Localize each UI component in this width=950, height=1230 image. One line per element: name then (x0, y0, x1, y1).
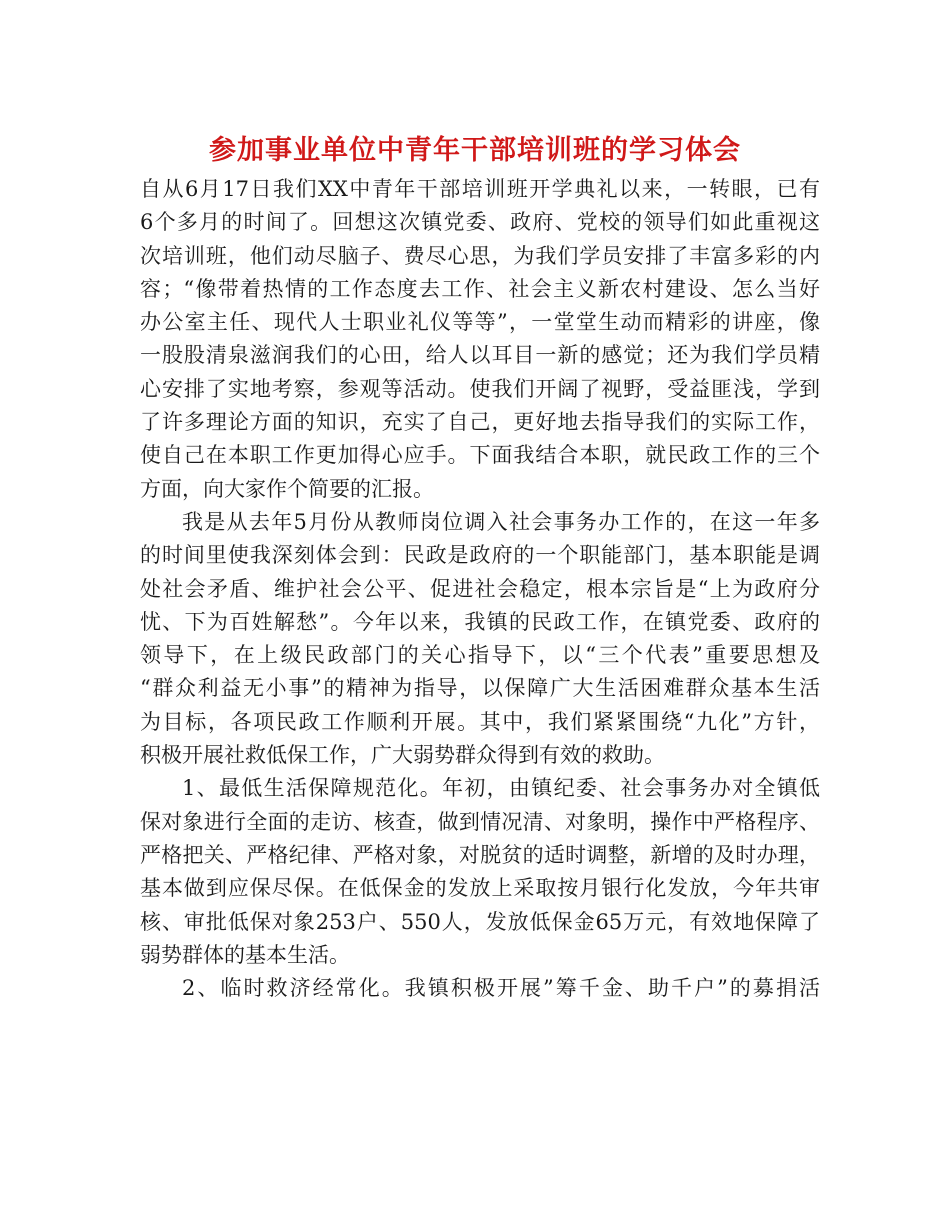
text-line: 为目标，各项民政工作顺利开展。其中，我们紧紧围绕“九化”方针， (140, 709, 820, 734)
text-line: 容；“像带着热情的工作态度去工作、社会主义新农村建设、怎么当好 (140, 276, 820, 301)
text-line: 弱势群体的基本生活。 (140, 942, 350, 967)
document-title: 参加事业单位中青年干部培训班的学习体会 (209, 135, 741, 166)
text-line: 忧、下为百姓解愁”。今年以来，我镇的民政工作，在镇党委、政府的 (140, 609, 820, 634)
text-line: 了许多理论方面的知识，充实了自己，更好地去指导我们的实际工作， (140, 410, 820, 435)
text-line: 2、临时救济经常化。我镇积极开展”筹千金、助千户”的募捐活 (182, 976, 820, 1001)
text-line: 核、审批低保对象253户、550人，发放低保金65万元，有效地保障了 (140, 909, 820, 934)
text-line: 处社会矛盾、维护社会公平、促进社会稳定，根本宗旨是“上为政府分 (140, 576, 820, 601)
document-body (140, 173, 820, 1005)
text-line: 心安排了实地考察，参观等活动。使我们开阔了视野，受益匪浅，学到 (140, 376, 820, 401)
text-line: 的时间里使我深刻体会到：民政是政府的一个职能部门，基本职能是调 (140, 543, 820, 568)
text-line: 1、最低生活保障规范化。年初，由镇纪委、社会事务办对全镇低 (182, 776, 820, 801)
text-line: 方面，向大家作个简要的汇报。 (140, 476, 434, 501)
text-line: 领导下，在上级民政部门的关心指导下，以“三个代表”重要思想及 (140, 643, 820, 668)
text-line: 基本做到应保尽保。在低保金的发放上采取按月银行化发放，今年共审 (140, 876, 820, 901)
text-line: “群众利益无小事”的精神为指导，以保障广大生活困难群众基本生活 (140, 676, 820, 701)
text-line: 办公室主任、现代人士职业礼仪等等”，一堂堂生动而精彩的讲座，像 (140, 310, 820, 335)
text-line: 次培训班，他们动尽脑子、费尽心思，为我们学员安排了丰富多彩的内 (140, 243, 820, 268)
text-line: 严格把关、严格纪律、严格对象，对脱贫的适时调整，新增的及时办理， (140, 842, 820, 867)
text-line: 使自己在本职工作更加得心应手。下面我结合本职，就民政工作的三个 (140, 443, 820, 468)
text-line: 我是从去年5月份从教师岗位调入社会事务办工作的，在这一年多 (182, 509, 820, 534)
text-line: 积极开展社救低保工作，广大弱势群众得到有效的救助。 (140, 743, 665, 768)
text-line: 一股股清泉滋润我们的心田，给人以耳目一新的感觉；还为我们学员精 (140, 343, 820, 368)
text-line: 自从6月17日我们XX中青年干部培训班开学典礼以来，一转眼，已有 (140, 177, 820, 201)
text-line: 6个多月的时间了。回想这次镇党委、政府、党校的领导们如此重视这 (140, 210, 820, 235)
text-line: 保对象进行全面的走访、核查，做到情况清、对象明，操作中严格程序、 (140, 809, 820, 834)
